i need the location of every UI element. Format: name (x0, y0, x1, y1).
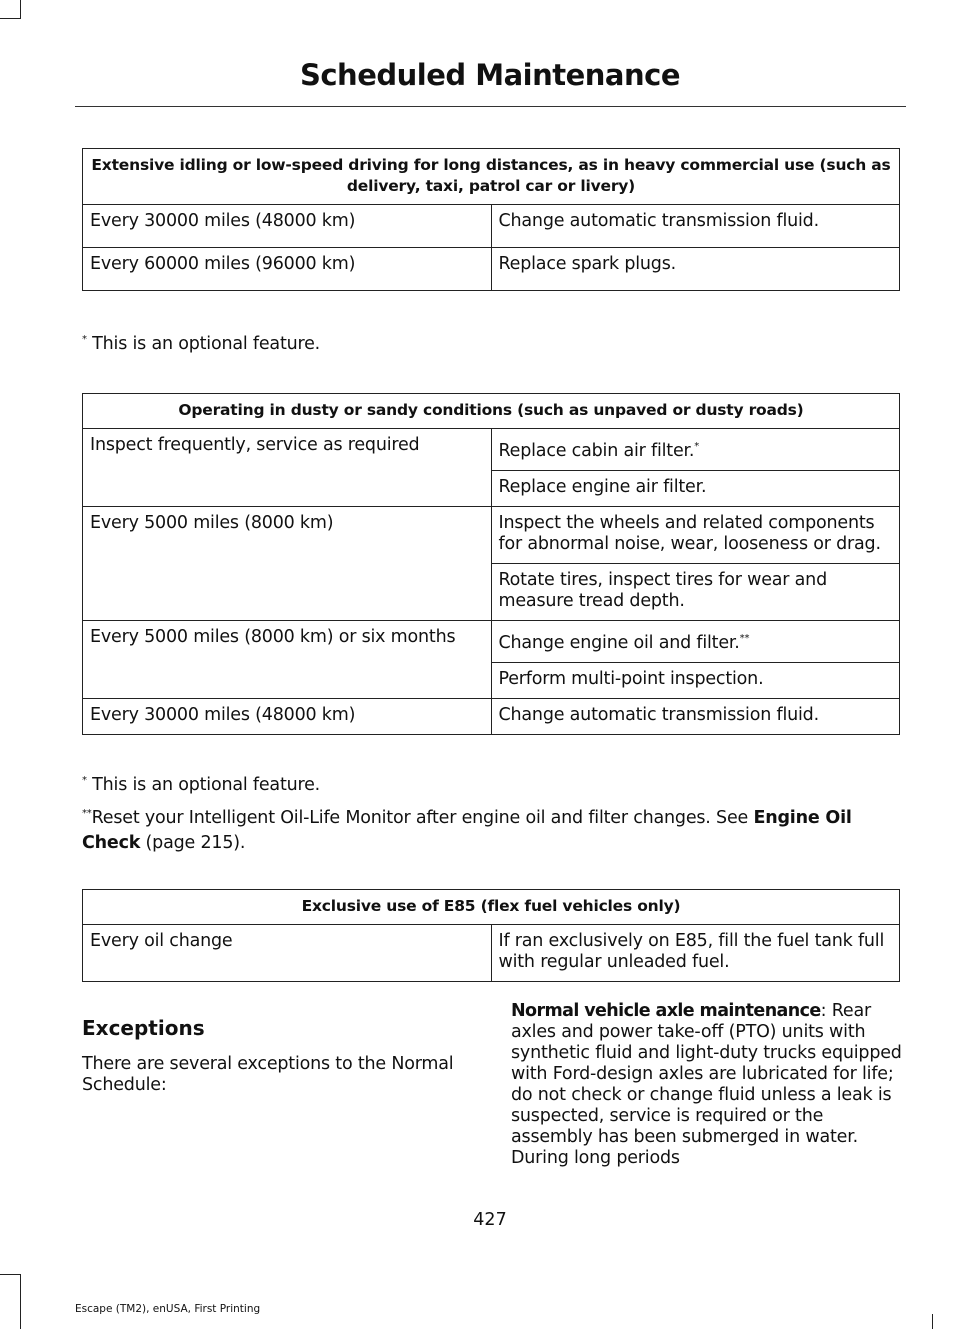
action-cell: Replace engine air filter. (491, 471, 900, 507)
footnote-text: Reset your Intelligent Oil-Life Monitor after engine oil and filter changes. See (91, 808, 754, 828)
axle-paragraph (511, 1001, 903, 1169)
table-row (83, 429, 900, 471)
action-cell: Replace spark plugs. (491, 248, 900, 291)
action-text: Replace cabin air filter. (498, 441, 695, 461)
action-cell: Change automatic transmission fluid. (491, 205, 900, 248)
action-cell: Inspect the wheels and related components for abnormal noise, wear, looseness or drag. (491, 507, 900, 564)
interval-cell: Every 60000 miles (96000 km) (83, 248, 492, 291)
interval-cell: Every 5000 miles (8000 km) or six months (83, 621, 492, 699)
action-cell: If ran exclusively on E85, fill the fuel tank full with regular unleaded fuel. (491, 925, 900, 982)
axle-maintenance-section (511, 1001, 903, 1169)
idling-maintenance-table (82, 148, 900, 291)
footnote-mark: * (82, 334, 87, 345)
table-heading: Operating in dusty or sandy conditions (such as unpaved or dusty roads) (83, 394, 900, 429)
interval-cell: Every oil change (83, 925, 492, 982)
interval-cell: Every 30000 miles (48000 km) (83, 699, 492, 735)
crop-mark (932, 1314, 933, 1329)
dusty-conditions-table (82, 393, 900, 735)
footnote-text: This is an optional feature. (86, 334, 321, 354)
optional-feature-footnote (82, 768, 902, 798)
table-row (83, 248, 900, 291)
interval-cell: Inspect frequently, service as required (83, 429, 492, 507)
table-row (83, 699, 900, 735)
axle-text: : Rear axles and power take-off (PTO) units with synthetic fluid and light-duty trucks equipped with Ford-design axles are lubricated for life; do not check or change fluid unless a leak is suspected, service is required or the assembly has been submerged in water. During long periods (511, 1001, 902, 1168)
interval-cell: Every 30000 miles (48000 km) (83, 205, 492, 248)
e85-table (82, 889, 900, 982)
footnote-mark: * (82, 775, 87, 786)
table-row (83, 925, 900, 982)
table-row (83, 205, 900, 248)
exceptions-heading: Exceptions (82, 1016, 205, 1040)
engine-oil-check-link[interactable]: Engine Oil Check (82, 808, 852, 853)
crop-mark (0, 18, 20, 19)
table-row (83, 621, 900, 663)
action-cell (491, 429, 900, 471)
footnote-mark: * (694, 441, 700, 452)
footnote-text: This is an optional feature. (86, 775, 321, 795)
crop-mark (20, 0, 21, 19)
interval-cell: Every 5000 miles (8000 km) (83, 507, 492, 621)
action-cell (491, 621, 900, 663)
page-title: Scheduled Maintenance (299, 58, 681, 92)
table-row (83, 507, 900, 564)
oil-life-footnote (82, 801, 902, 856)
footnote-mark: ** (739, 633, 750, 644)
table-heading: Extensive idling or low-speed driving for long distances, as in heavy commercial use (such as delivery, taxi, patrol car or livery) (83, 149, 900, 205)
action-cell: Rotate tires, inspect tires for wear and measure tread depth. (491, 564, 900, 621)
edition-footer: Escape (TM2), enUSA, First Printing (75, 1303, 261, 1315)
title-divider (75, 106, 906, 107)
footnote-mark: ** (82, 808, 92, 819)
action-cell: Change automatic transmission fluid. (491, 699, 900, 735)
page-reference: (page 215). (140, 833, 246, 853)
crop-mark (0, 1274, 20, 1275)
crop-mark (20, 1274, 21, 1329)
axle-label: Normal vehicle axle maintenance (511, 1001, 821, 1021)
page-number: 427 (473, 1210, 507, 1230)
action-cell: Perform multi-point inspection. (491, 663, 900, 699)
table-heading: Exclusive use of E85 (flex fuel vehicles only) (83, 890, 900, 925)
optional-feature-footnote (82, 327, 902, 357)
action-text: Change engine oil and filter. (498, 633, 740, 653)
exceptions-intro: There are several exceptions to the Normal Schedule: (82, 1054, 454, 1095)
exceptions-section (82, 1016, 477, 1096)
